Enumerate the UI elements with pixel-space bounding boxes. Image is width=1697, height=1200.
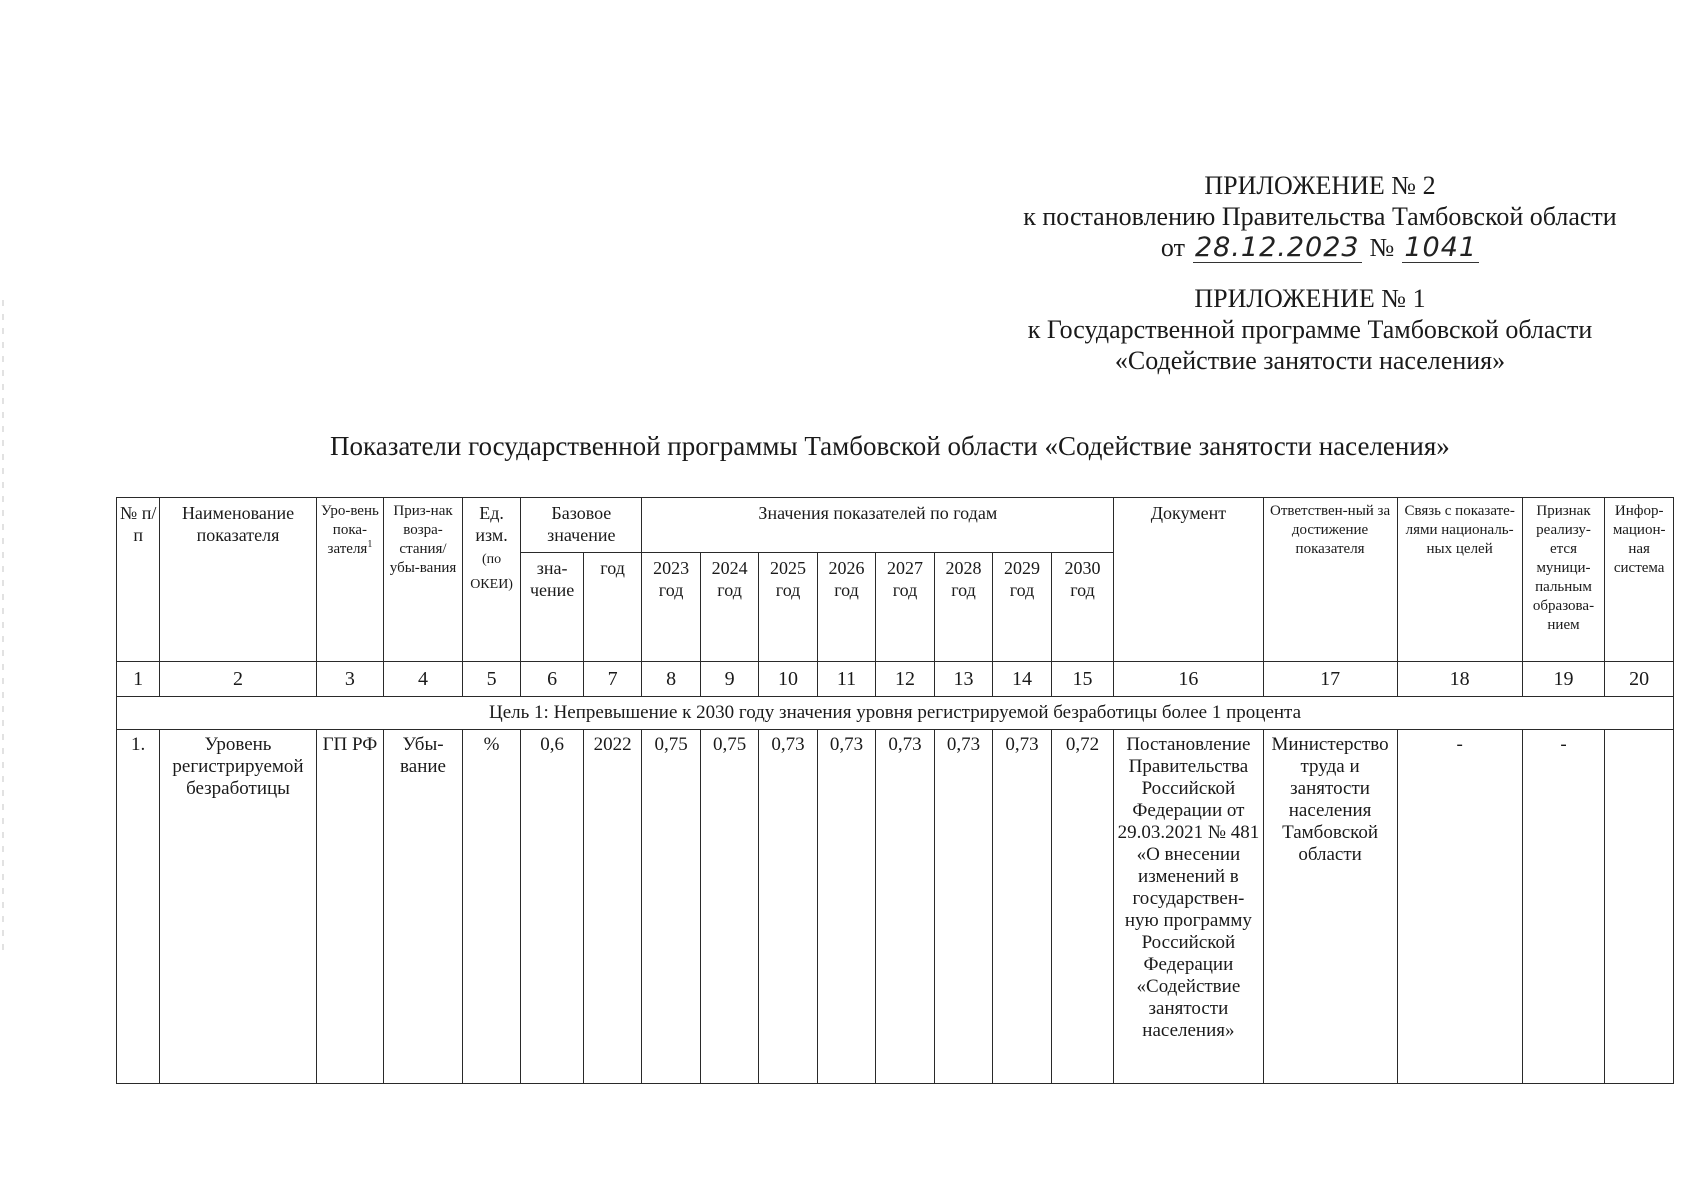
date-prefix: от	[1160, 233, 1185, 262]
row-value: 0,73	[993, 730, 1051, 1084]
column-number: 9	[700, 662, 758, 697]
column-number: 10	[759, 662, 817, 697]
appendix-1-subtitle: к Государственной программе Тамбовской области	[1027, 315, 1593, 344]
appendix-1-header	[960, 283, 1660, 376]
column-number: 1	[117, 662, 160, 697]
appendix-2-subtitle: к постановлению Правительства Тамбовской области	[1023, 202, 1617, 231]
column-number: 13	[934, 662, 992, 697]
row-responsible: Министерство труда и занятости населения Тамбовской области	[1263, 730, 1397, 1084]
column-number: 18	[1397, 662, 1522, 697]
header-responsible: Ответствен-ный за достижение показателя	[1263, 498, 1397, 662]
row-link: -	[1397, 730, 1522, 1084]
row-value: 0,73	[817, 730, 875, 1084]
appendix-1-program-name: «Содействие занятости населения»	[1114, 346, 1506, 375]
number-prefix: №	[1369, 233, 1395, 262]
header-unit: Ед. изм. (по ОКЕИ)	[462, 498, 520, 662]
row-unit: %	[462, 730, 520, 1084]
header-year: 2023 год	[642, 553, 700, 662]
column-number-row	[117, 662, 1674, 697]
column-number: 12	[876, 662, 934, 697]
row-document: Постановление Правительства Российской Федерации от 29.03.2021 № 481 «О внесении изменений в государствен-ную программу Российской Федерации «Содействие занятости населения»	[1114, 730, 1263, 1084]
column-number: 14	[993, 662, 1051, 697]
header-values-by-year: Значения показателей по годам	[642, 498, 1114, 553]
column-number: 5	[462, 662, 520, 697]
scan-edge-artifact	[2, 300, 4, 950]
table-row	[117, 730, 1674, 1084]
header-name: Наименование показателя	[160, 498, 316, 662]
row-sign: Убы-вание	[384, 730, 463, 1084]
header-level: Уро-вень пока-зателя$^1$	[316, 498, 384, 662]
header-year: 2029 год	[993, 553, 1051, 662]
column-number: 15	[1051, 662, 1114, 697]
header-base-value: зна-чение	[521, 553, 584, 662]
row-value: 0,73	[934, 730, 992, 1084]
header-sign: Приз-нак возра-стания/ убы-вания	[384, 498, 463, 662]
column-number: 7	[583, 662, 642, 697]
column-number: 19	[1522, 662, 1605, 697]
row-value: 0,72	[1051, 730, 1114, 1084]
column-number: 11	[817, 662, 875, 697]
column-number: 20	[1605, 662, 1674, 697]
row-municipal: -	[1522, 730, 1605, 1084]
column-number: 17	[1263, 662, 1397, 697]
header-num: № п/п	[117, 498, 160, 662]
row-info-system	[1605, 730, 1674, 1084]
row-value: 0,73	[876, 730, 934, 1084]
row-num: 1.	[117, 730, 160, 1084]
header-year: 2026 год	[817, 553, 875, 662]
row-value: 0,75	[700, 730, 758, 1084]
column-number: 16	[1114, 662, 1263, 697]
header-year: 2024 год	[700, 553, 758, 662]
column-number: 6	[521, 662, 584, 697]
handwritten-date: 28.12.2023	[1194, 232, 1360, 263]
column-number: 3	[316, 662, 384, 697]
row-name: Уровень регистрируемой безработицы	[160, 730, 316, 1084]
document-title: Показатели государственной программы Тамбовской области «Содействие занятости населения»	[330, 431, 1450, 461]
row-base-year: 2022	[583, 730, 642, 1084]
column-number: 8	[642, 662, 700, 697]
header-year: 2025 год	[759, 553, 817, 662]
indicators-table	[116, 497, 1674, 1084]
header-info-system: Инфор-мацион-ная система	[1605, 498, 1674, 662]
appendix-1-title: ПРИЛОЖЕНИЕ № 1	[1194, 284, 1426, 313]
appendix-2-header	[960, 170, 1680, 263]
header-year: 2027 год	[876, 553, 934, 662]
header-link: Связь с показате-лями националь-ных целей	[1397, 498, 1522, 662]
header-base-year: год	[583, 553, 642, 662]
row-value: 0,73	[759, 730, 817, 1084]
header-year: 2028 год	[934, 553, 992, 662]
handwritten-number: 1041	[1404, 232, 1478, 263]
header-document: Документ	[1114, 498, 1263, 662]
row-level: ГП РФ	[316, 730, 384, 1084]
appendix-2-date-line	[960, 232, 1680, 263]
column-number: 2	[160, 662, 316, 697]
row-base-value: 0,6	[521, 730, 584, 1084]
header-year: 2030 год	[1051, 553, 1114, 662]
row-value: 0,75	[642, 730, 700, 1084]
header-base: Базовое значение	[521, 498, 642, 553]
header-municipal: Признак реализу-ется муници-пальным образова-нием	[1522, 498, 1605, 662]
appendix-2-title: ПРИЛОЖЕНИЕ № 2	[1204, 171, 1436, 200]
column-number: 4	[384, 662, 463, 697]
goal-row: Цель 1: Непревышение к 2030 году значения уровня регистрируемой безработицы более 1 процента	[117, 697, 1674, 730]
